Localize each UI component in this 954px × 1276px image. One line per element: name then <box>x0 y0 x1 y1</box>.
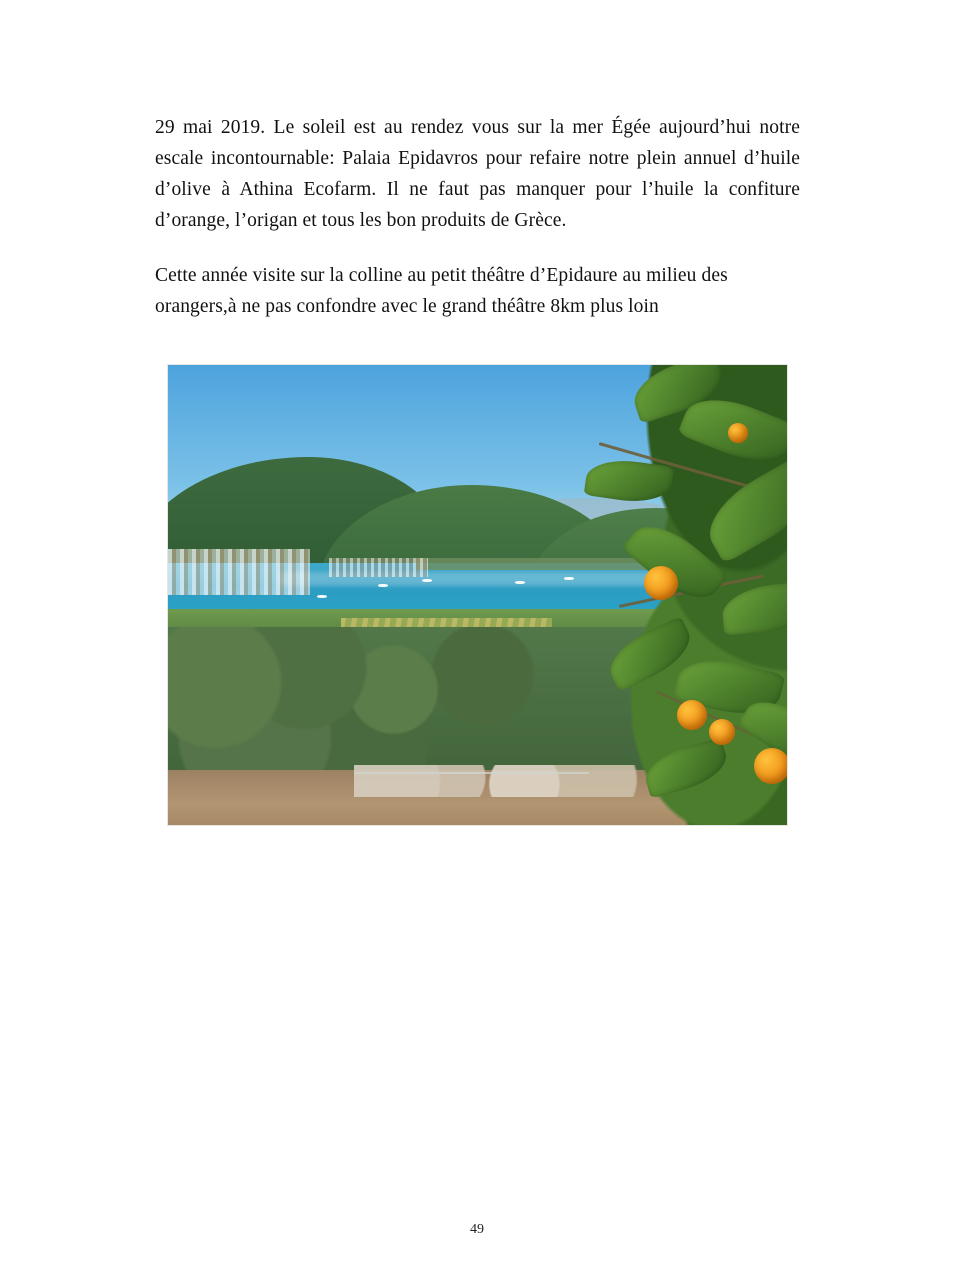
boat-icon <box>422 579 432 582</box>
boat-icon <box>564 577 574 580</box>
landscape-photo <box>168 365 787 825</box>
leaf <box>672 650 785 724</box>
leaf <box>736 688 787 776</box>
boat-icon <box>317 595 327 598</box>
fence-rail <box>354 772 589 774</box>
orange-fruit <box>677 700 707 730</box>
page-number: 49 <box>470 1222 484 1237</box>
village-left <box>168 549 310 595</box>
paragraph-1: 29 mai 2019. Le soleil est au rendez vous sur la mer Égée aujourd’hui notre escale incontournable: Palaia Epidavros pour refaire notre plein annuel d’huile d’olive à Athina Ecofarm. Il ne faut pas manquer pour l’huile la confiture d’orange, l’origan et tous les bon produits de Grèce. <box>155 117 800 231</box>
article-body <box>155 112 800 322</box>
paragraph-2: Cette année visite sur la colline au petit théâtre d’Epidaure au milieu des orangers,à ne pas confondre avec le grand théâtre 8km plus loin <box>155 265 728 317</box>
orange-fruit <box>709 719 735 745</box>
rocks <box>354 765 639 797</box>
village-right <box>329 558 428 576</box>
boat-icon <box>378 584 388 587</box>
far-shoreline <box>416 558 787 570</box>
twig <box>657 691 764 740</box>
boat-icon <box>515 581 525 584</box>
photo-figure <box>167 364 788 826</box>
